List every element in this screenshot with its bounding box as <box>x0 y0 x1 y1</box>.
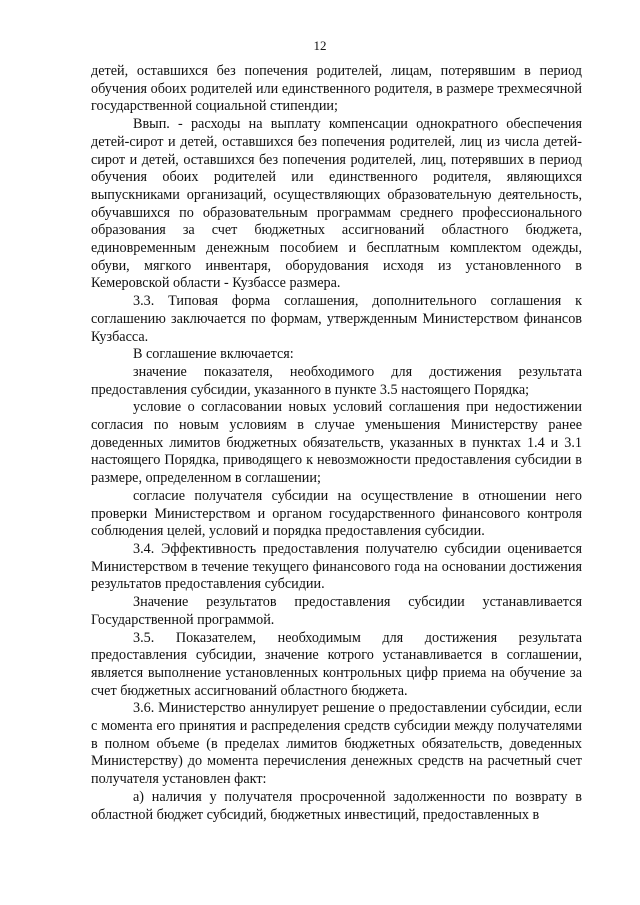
paragraph: 3.5. Показателем, необходимым для достижения результата предоставления субсидии, значение котрого устанавливается в соглашении, является выполнение установленных контрольных цифр приема на обучение за счет бюджетных ассигнований областного бюджета. <box>91 629 582 699</box>
paragraph: В соглашение включается: <box>133 346 294 363</box>
page-number: 12 <box>313 38 327 53</box>
paragraph: Значение результатов предоставления субсидии устанавливается Государственной программой. <box>91 594 582 628</box>
paragraph: 3.4. Эффективность предоставления получателю субсидии оценивается Министерством в течение текущего финансового года на основании достижения результатов предоставления субсидии. <box>91 540 582 593</box>
paragraph: Ввып. - расходы на выплату компенсации однократного обеспечения детей-сирот и детей, оставшихся без попечения родителей, лиц из числа детей-сирот и детей, оставшихся без попечения родителей, лиц, потерявших в период обучения обоих родителей или единственного родителя, являющихся выпускниками организаций, осуществляющих образовательную деятельность, обучавшихся по образовательным программам среднего профессионального образования за счет бюджетных ассигнований областного бюджета, единовременным денежным пособием и бесплатным комплектом одежды, обуви, мягкого инвентаря, оборудования исходя из установленного в Кемеровской области - Кузбассе размера. <box>91 116 582 292</box>
paragraph: согласие получателя субсидии на осуществление в отношении него проверки Министерством и органом государственного финансового контроля соблюдения целей, условий и порядка предоставления субсидии. <box>91 487 582 540</box>
paragraph: а) наличия у получателя просроченной задолженности по возврату в областной бюджет субсидий, бюджетных инвестиций, предоставленных в <box>91 788 582 823</box>
paragraph: условие о согласовании новых условий соглашения при недостижении согласия по новым условиям в случае уменьшения Министерству ранее доведенных лимитов бюджетных обязательств, указанных в пунктах 1.4 и 3.1 настоящего Порядка, приводящего к невозможности предоставления субсидии в размере, определенном в соглашении; <box>91 399 582 487</box>
document-body <box>91 63 582 824</box>
paragraph: 3.3. Типовая форма соглашения, дополнительного соглашения к соглашению заключается по формам, утвержденным Министерством финансов Кузбасса. <box>91 293 582 345</box>
paragraph: значение показателя, необходимого для достижения результата предоставления субсидии, указанного в пункте 3.5 настоящего Порядка; <box>91 363 582 398</box>
paragraph: детей, оставшихся без попечения родителей, лицам, потерявшим в период обучения обоих родителей или единственного родителя, в размере трехмесячной государственной социальной стипендии; <box>91 63 582 115</box>
paragraph: 3.6. Министерство аннулирует решение о предоставлении субсидии, если с момента его принятия и распределения средств субсидии между получателями в полном объеме (в пределах лимитов бюджетных обязательств, доведенных Министерству) до момента перечисления денежных средств на расчетный счет получателя установлен факт: <box>91 700 582 788</box>
